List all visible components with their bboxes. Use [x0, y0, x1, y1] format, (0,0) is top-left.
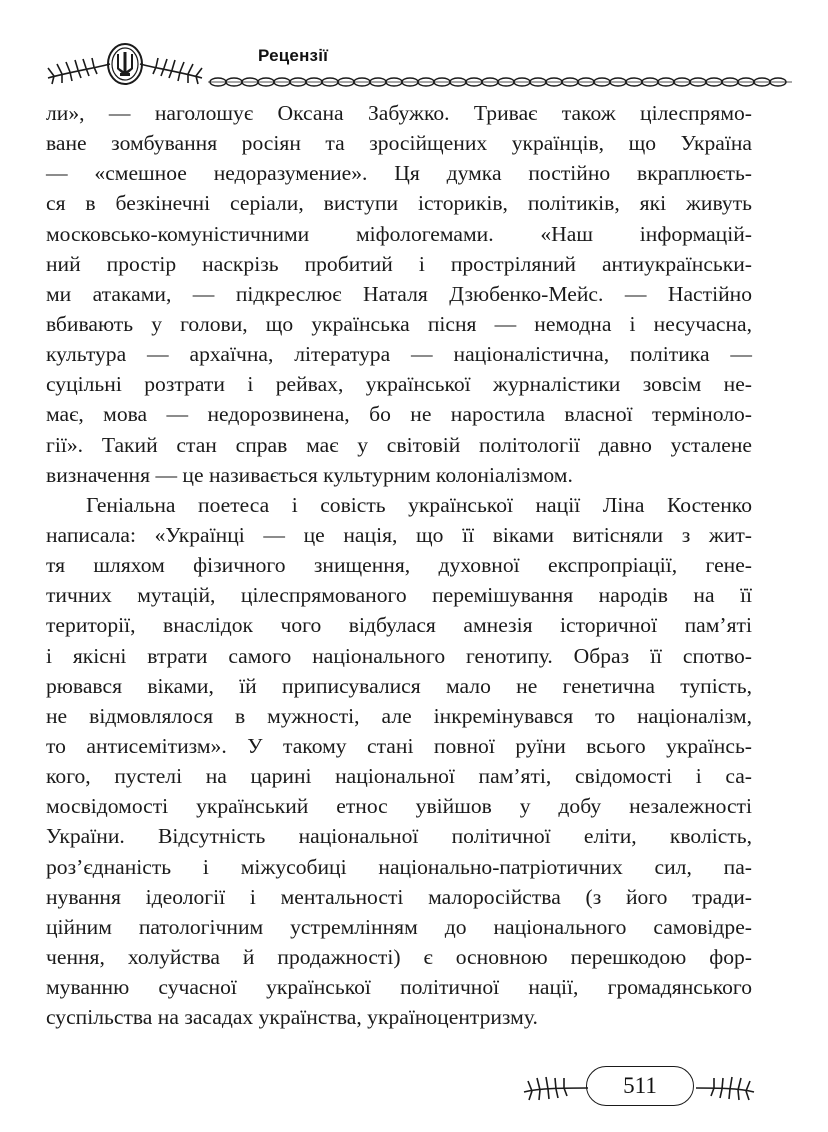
text-line: написала: «Українці — це нація, що її віками витісняли з жит- [46, 522, 752, 547]
text-line: гії». Такий стан справ має у світовій політології давно усталене [46, 432, 752, 457]
text-line: тичних мутацій, цілеспрямованого перемішування народів на її [46, 583, 752, 608]
text-line: культура — архаїчна, література — націоналістична, політика — [46, 342, 752, 367]
article-text [46, 98, 752, 1032]
text-line: ли», — наголошує Оксана Забужко. Триває також цілеспрямо- [46, 101, 752, 125]
text-line: не відмовлялося в мужності, але інкремінувався то націоналізм, [46, 703, 752, 728]
text-line: чення, холуйства й продажності) є основною перешкодою фор- [46, 944, 752, 969]
page-footer [520, 1058, 760, 1114]
paragraph-2 [46, 490, 752, 1033]
text-line: рювався віками, їй приписувалися мало не генетична тупість, [46, 673, 752, 698]
text-line: ний простір наскрізь пробитий і простріляний антиукраїнськи- [46, 251, 752, 276]
text-line: вбивають у голови, що українська пісня — немодна і несучасна, [46, 311, 752, 336]
text-line: ване зомбування росіян та зросійщених українців, що Україна [46, 131, 752, 156]
text-line: то антисемітизм». У такому стані повної руїни всього українсь- [46, 733, 752, 758]
leaf-ornament-icon [694, 1062, 758, 1110]
text-line: — «смешное недоразумение». Ця думка постійно вкраплюєть- [46, 161, 752, 186]
text-line: роз’єднаність і міжусобиці національно-патріотичних сил, па- [46, 854, 752, 879]
page-header [40, 38, 792, 98]
text-line: Геніальна поетеса і совість української нації Ліна Костенко [86, 492, 752, 517]
trident-emblem-icon [40, 38, 210, 94]
page-number: 511 [623, 1073, 657, 1098]
text-line: кого, пустелі на царині національної пам’яті, свідомості і са- [46, 764, 752, 789]
text-line: і якісні втрати самого національного генотипу. Образ її спотво- [46, 643, 752, 668]
text-line: визначення — це називається культурним колоніалізмом. [46, 462, 573, 487]
text-line: суцільні розтрати і рейвах, української журналістики зовсім не- [46, 372, 752, 397]
text-line: ми атаками, — підкреслює Наталя Дзюбенко-Мейс. — Настійно [46, 281, 752, 306]
text-line: ційним патологічним устремлінням до національного самовідре- [46, 914, 752, 939]
section-title: Рецензії [258, 46, 329, 65]
text-line: ся в безкінечні серіали, виступи істориків, політиків, які живуть [46, 191, 752, 216]
chain-ornament-icon [208, 74, 792, 90]
text-line: України. Відсутність національної політичної еліти, кволість, [46, 824, 752, 849]
page-number-badge [586, 1066, 694, 1106]
text-line: мосвідомості український етнос увійшов у добу незалежності [46, 794, 752, 819]
text-line: має, мова — недорозвинена, бо не наростила власної терміноло- [46, 402, 752, 427]
text-line: території, внаслідок чого відбулася амнезія історичної пам’яті [46, 613, 752, 638]
text-line: московсько-комуністичними міфологемами. «Наш інформацій- [46, 221, 752, 246]
text-line: нування ідеології і ментальності малоросійства (з його тради- [46, 884, 752, 909]
paragraph-1 [46, 98, 752, 490]
text-line: суспільства на засадах українства, україноцентризму. [46, 1005, 538, 1030]
leaf-ornament-icon [520, 1062, 590, 1110]
text-line: тя шляхом фізичного знищення, духовної експропріації, гене- [46, 553, 752, 578]
text-line: муванню сучасної української політичної нації, громадянського [46, 975, 752, 1000]
